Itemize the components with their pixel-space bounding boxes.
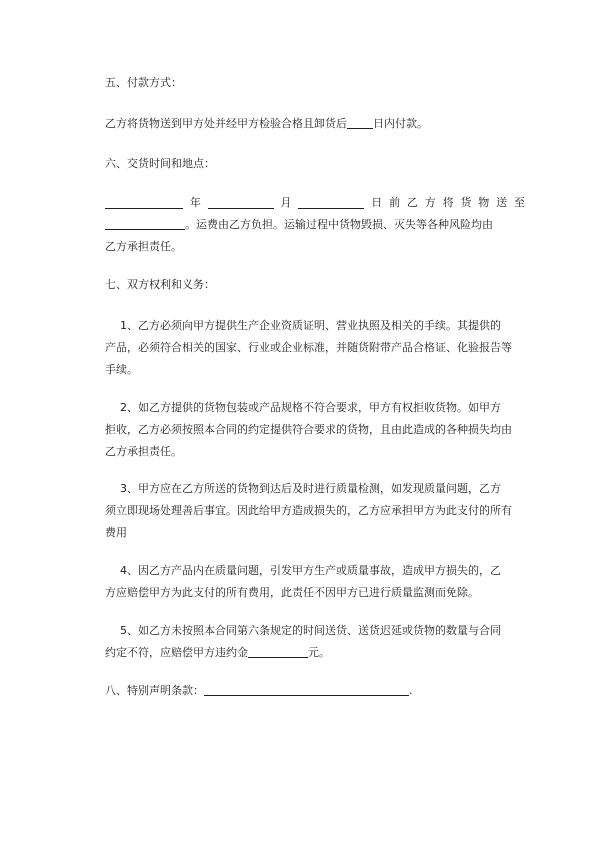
item-4-line-1: 4、因乙方产品内在质量问题，引发甲方生产或质量事故，造成甲方损失的，乙 [120, 564, 501, 577]
item-1-line-1: 1、乙方必须向甲方提供生产企业资质证明、营业执照及相关的手续。其提供的 [120, 319, 501, 332]
day-word: 将 [442, 196, 454, 209]
month-label: 月 [280, 196, 292, 209]
day-word: 至 [513, 196, 525, 209]
day-word: 前 [389, 196, 401, 209]
item-1-line-2: 产品，必须符合相关的国家、行业或企业标准，并随货附带产品合格证、化验报告等 [105, 341, 512, 354]
month-blank [208, 196, 274, 209]
item-5-line-2 [105, 640, 525, 665]
item-1-line-3: 手续。 [105, 363, 138, 376]
day-word: 物 [478, 196, 490, 209]
day-word: 日 [371, 196, 383, 209]
year-blank [105, 196, 183, 209]
item-2-line-1: 2、如乙方提供的货物包装或产品规格不符合要求，甲方有权拒收货物。如甲方 [120, 401, 501, 414]
section-6-line-3: 乙方承担责任。 [105, 240, 182, 253]
day-word: 货 [460, 196, 472, 209]
days-blank [347, 116, 373, 129]
section-8-line [105, 678, 525, 703]
item-3-line-1: 3、甲方应在乙方所送的货物到达后及时进行质量检测，如发现质量问题，乙方 [120, 482, 501, 495]
section-6-heading: 六、交货时间和地点： [105, 157, 215, 170]
penalty-blank [248, 645, 308, 658]
section-8-end: . [409, 684, 413, 697]
place-blank [105, 217, 185, 230]
item-5-line-2-a: 约定不符，应赔偿甲方违约金 [105, 646, 248, 659]
item-2-line-2: 拒收，乙方必须按照本合同的约定提供符合要求的货物，且由此造成的各种损失均由 [105, 423, 512, 436]
day-word: 方 [424, 196, 436, 209]
day-blank [298, 196, 364, 209]
section-5-text-b: 日内付款。 [373, 117, 428, 130]
section-8-heading: 八、特别声明条款： [105, 684, 204, 697]
item-3-line-3: 费用 [105, 526, 127, 539]
item-5-line-1: 5、如乙方未按照本合同第六条规定的时间送货、送货迟延或货物的数量与合同 [120, 624, 501, 637]
section-5-heading: 五、付款方式： [105, 76, 182, 89]
item-5-line-2-b: 元。 [308, 646, 330, 659]
day-word: 送 [496, 196, 508, 209]
section-5-text-a: 乙方将货物送到甲方处并经甲方检验合格且卸货后 [105, 117, 347, 130]
item-2-line-3: 乙方承担责任。 [105, 445, 182, 458]
item-3-line-2: 须立即现场处理善后事宜。因此给甲方造成损失的，乙方应承担甲方为此支付的所有 [105, 504, 512, 517]
year-label: 年 [189, 196, 201, 209]
day-word: 乙 [406, 196, 418, 209]
special-terms-blank [204, 683, 409, 696]
section-6-line-2-text: 。运费由乙方负担。运输过程中货物毁损、灭失等各种风险均由 [185, 218, 493, 231]
section-7-heading: 七、双方权利和义务： [105, 278, 215, 291]
section-5-text [105, 111, 525, 136]
item-4-line-2: 方应赔偿甲方为此支付的所有费用，此责任不因甲方已进行质量监测而免除。 [105, 586, 479, 599]
